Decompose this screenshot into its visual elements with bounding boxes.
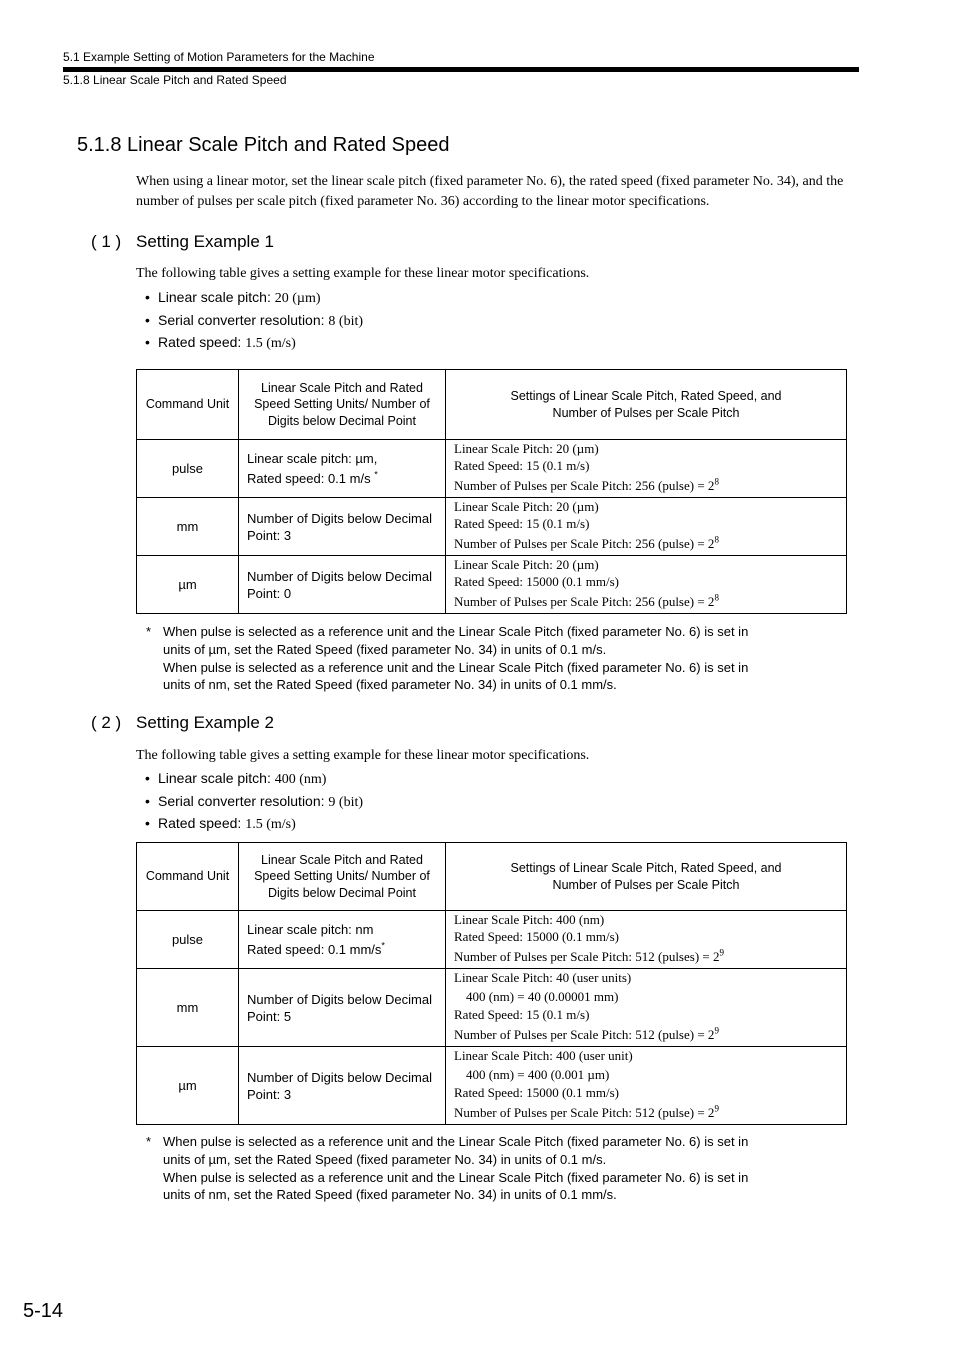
running-header-subsection: 5.1.8 Linear Scale Pitch and Rated Speed [63,73,287,87]
cell-settings: Linear Scale Pitch: 400 (user unit) 400 (nm) = 400 (0.001 µm) Rated Speed: 15000 (0.1 mm/s) Number of Pulses per Scale Pitch: 512 (pulse) = $2^9$ [446,1047,847,1125]
example2-intro: The following table gives a setting example for these linear motor specifications. [136,748,590,763]
example1-heading [91,232,274,252]
example1-title: Setting Example 1 [136,232,274,251]
page-number: 5-14 [23,1300,64,1322]
example2-heading [91,713,274,733]
header-setting-units: Linear Scale Pitch and Rated Speed Setting Units/ Number of Digits below Decimal Point [239,843,446,911]
header-rule [63,67,859,72]
example2-footnote: * When pulse is selected as a reference unit and the Linear Scale Pitch (fixed parameter No. 6) is set in units of µm, set the Rated Speed (fixed parameter No. 34) in units of 0.1 m/s. When pulse is selected as a reference unit and the Linear Scale Pitch (fixed parameter No. 6) is set in units of nm, set the Rated Speed (fixed parameter No. 34) in units of 0.1 mm/s. [146,1134,749,1203]
cell-setting-units: Number of Digits below Decimal Point: 3 [239,498,446,556]
table-header-row [137,370,847,440]
bullet-icon: • [145,311,150,328]
cell-setting-units: Linear scale pitch: nm Rated speed: 0.1 mm/s* [239,911,446,969]
table-row [137,1047,847,1125]
example2-title: Setting Example 2 [136,713,274,732]
example1-footnote: * When pulse is selected as a reference unit and the Linear Scale Pitch (fixed parameter No. 6) is set in units of µm, set the Rated Speed (fixed parameter No. 34) in units of 0.1 m/s. When pulse is selected as a reference unit and the Linear Scale Pitch (fixed parameter No. 6) is set in units of nm, set the Rated Speed (fixed parameter No. 34) in units of 0.1 mm/s. [146,624,749,693]
bullet-icon: • [145,334,150,350]
cell-setting-units: Linear scale pitch: µm, Rated speed: 0.1 m/s * [239,440,446,498]
footnote-marker: * [146,624,152,639]
example1-number: ( 1 ) [91,232,122,251]
cell-command-unit: pulse [137,440,239,498]
example2-number: ( 2 ) [91,713,122,732]
spec-item: • Serial converter resolution: 8 (bit) [145,309,363,332]
table-row [137,498,847,556]
section-intro: When using a linear motor, set the linear scale pitch (fixed parameter No. 6), the rated speed (fixed parameter No. 34), and the number of pulses per scale pitch (fixed parameter No. 36) according to the linear motor specifications. [136,174,844,209]
bullet-icon: • [145,792,150,809]
spec-item: • Rated speed: 1.5 (m/s) [145,812,363,835]
cell-setting-units: Number of Digits below Decimal Point: 5 [239,969,446,1047]
cell-settings: Linear Scale Pitch: 400 (nm) Rated Speed: 15000 (0.1 mm/s) Number of Pulses per Scale Pitch: 512 (pulses) = $2^9$ [446,911,847,969]
header-command-unit: Command Unit [137,370,239,440]
cell-command-unit: pulse [137,911,239,969]
bullet-icon: • [145,289,150,305]
cell-setting-units: Number of Digits below Decimal Point: 3 [239,1047,446,1125]
header-setting-units: Linear Scale Pitch and Rated Speed Setting Units/ Number of Digits below Decimal Point [239,370,446,440]
table-row [137,911,847,969]
table-header-row [137,843,847,911]
cell-command-unit: mm [137,969,239,1047]
cell-command-unit: µm [137,556,239,614]
table-row [137,440,847,498]
example1-spec-list [145,286,363,354]
example2-table [136,842,847,1125]
header-settings: Settings of Linear Scale Pitch, Rated Speed, and Number of Pulses per Scale Pitch [446,843,847,911]
cell-settings: Linear Scale Pitch: 20 (µm) Rated Speed: 15000 (0.1 mm/s) Number of Pulses per Scale Pitch: 256 (pulse) = $2^8$ [446,556,847,614]
cell-settings: Linear Scale Pitch: 20 (µm) Rated Speed: 15 (0.1 m/s) Number of Pulses per Scale Pitch: 256 (pulse) = $2^8$ [446,440,847,498]
running-header-section: 5.1 Example Setting of Motion Parameters for the Machine [63,50,375,64]
spec-item: • Serial converter resolution: 9 (bit) [145,790,363,813]
cell-settings: Linear Scale Pitch: 40 (user units) 400 (nm) = 40 (0.00001 mm) Rated Speed: 15 (0.1 m/s) Number of Pulses per Scale Pitch: 512 (pulse) = $2^9$ [446,969,847,1047]
spec-item: • Linear scale pitch: 400 (nm) [145,767,363,790]
example2-spec-list [145,767,363,835]
table-row [137,969,847,1047]
cell-command-unit: mm [137,498,239,556]
cell-setting-units: Number of Digits below Decimal Point: 0 [239,556,446,614]
cell-settings: Linear Scale Pitch: 20 (µm) Rated Speed: 15 (0.1 m/s) Number of Pulses per Scale Pitch: 256 (pulse) = $2^8$ [446,498,847,556]
bullet-icon: • [145,770,150,786]
example1-intro: The following table gives a setting example for these linear motor specifications. [136,266,590,281]
footnote-marker: * [146,1134,152,1149]
spec-item: • Rated speed: 1.5 (m/s) [145,331,363,354]
bullet-icon: • [145,815,150,831]
example1-table [136,369,847,614]
header-settings: Settings of Linear Scale Pitch, Rated Speed, and Number of Pulses per Scale Pitch [446,370,847,440]
header-command-unit: Command Unit [137,843,239,911]
spec-item: • Linear scale pitch: 20 (µm) [145,286,363,309]
cell-command-unit: µm [137,1047,239,1125]
section-title: 5.1.8 Linear Scale Pitch and Rated Speed [77,134,450,156]
table-row [137,556,847,614]
